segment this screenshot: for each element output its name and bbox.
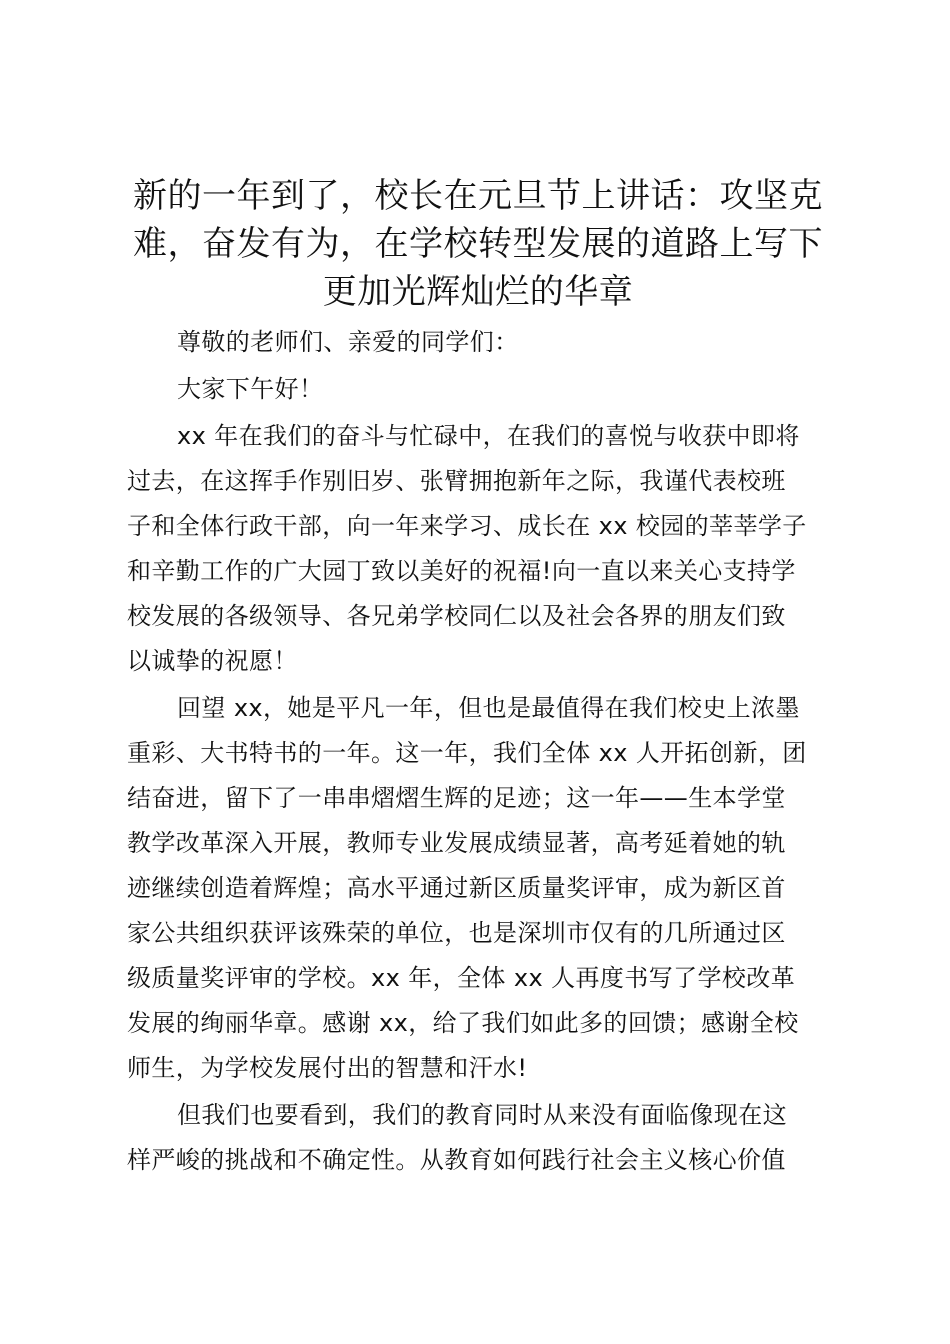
document-title (118, 172, 838, 316)
text-line: 校发展的各级领导、各兄弟学校同仁以及社会各界的朋友们致 (127, 602, 786, 630)
text-line: 回望 xx，她是平凡一年，但也是最值得在我们校史上浓墨 (177, 694, 800, 722)
text-line: 以诚挚的祝愿！ (127, 647, 298, 675)
text-line: 级质量奖评审的学校。xx 年，全体 xx 人再度书写了学校改革 (127, 964, 796, 992)
text-line: 发展的绚丽华章。感谢 xx，给了我们如此多的回馈；感谢全校 (127, 1009, 799, 1037)
greeting-paragraph (127, 367, 835, 412)
text-line: 迹继续创造着辉煌；高水平通过新区质量奖评审，成为新区首 (127, 874, 786, 902)
document-body (127, 320, 835, 1183)
body-paragraph (127, 1093, 835, 1183)
text-line: 样严峻的挑战和不确定性。从教育如何践行社会主义核心价值 (127, 1146, 786, 1174)
text-line: 子和全体行政干部，向一年来学习、成长在 xx 校园的莘莘学子 (127, 512, 807, 540)
text-line: 和辛勤工作的广大园丁致以美好的祝福!向一直以来关心支持学 (127, 557, 796, 585)
body-paragraph (127, 686, 835, 1091)
text-line: 尊敬的老师们、亲爱的同学们： (177, 328, 519, 356)
text-line: 重彩、大书特书的一年。这一年，我们全体 xx 人开拓创新，团 (127, 739, 807, 767)
text-line: 结奋进，留下了一串串熠熠生辉的足迹；这一年——生本学堂 (127, 784, 786, 812)
salutation-paragraph (127, 320, 835, 365)
text-line: 但我们也要看到，我们的教育同时从来没有面临像现在这 (177, 1101, 787, 1129)
text-line: 大家下午好！ (177, 375, 324, 403)
text-line: 师生，为学校发展付出的智慧和汗水! (127, 1054, 528, 1082)
text-line: 过去，在这挥手作别旧岁、张臂拥抱新年之际，我谨代表校班 (127, 467, 786, 495)
text-line: xx 年在我们的奋斗与忙碌中，在我们的喜悦与收获中即将 (177, 422, 800, 450)
text-line: 家公共组织获评该殊荣的单位，也是深圳市仅有的几所通过区 (127, 919, 786, 947)
title-line: 难，奋发有为，在学校转型发展的道路上写下 (133, 224, 823, 264)
text-line: 教学改革深入开展，教师专业发展成绩显著，高考延着她的轨 (127, 829, 786, 857)
title-line: 新的一年到了，校长在元旦节上讲话：攻坚克 (133, 176, 823, 216)
title-line: 更加光辉灿烂的华章 (322, 272, 634, 312)
body-paragraph (127, 414, 835, 684)
